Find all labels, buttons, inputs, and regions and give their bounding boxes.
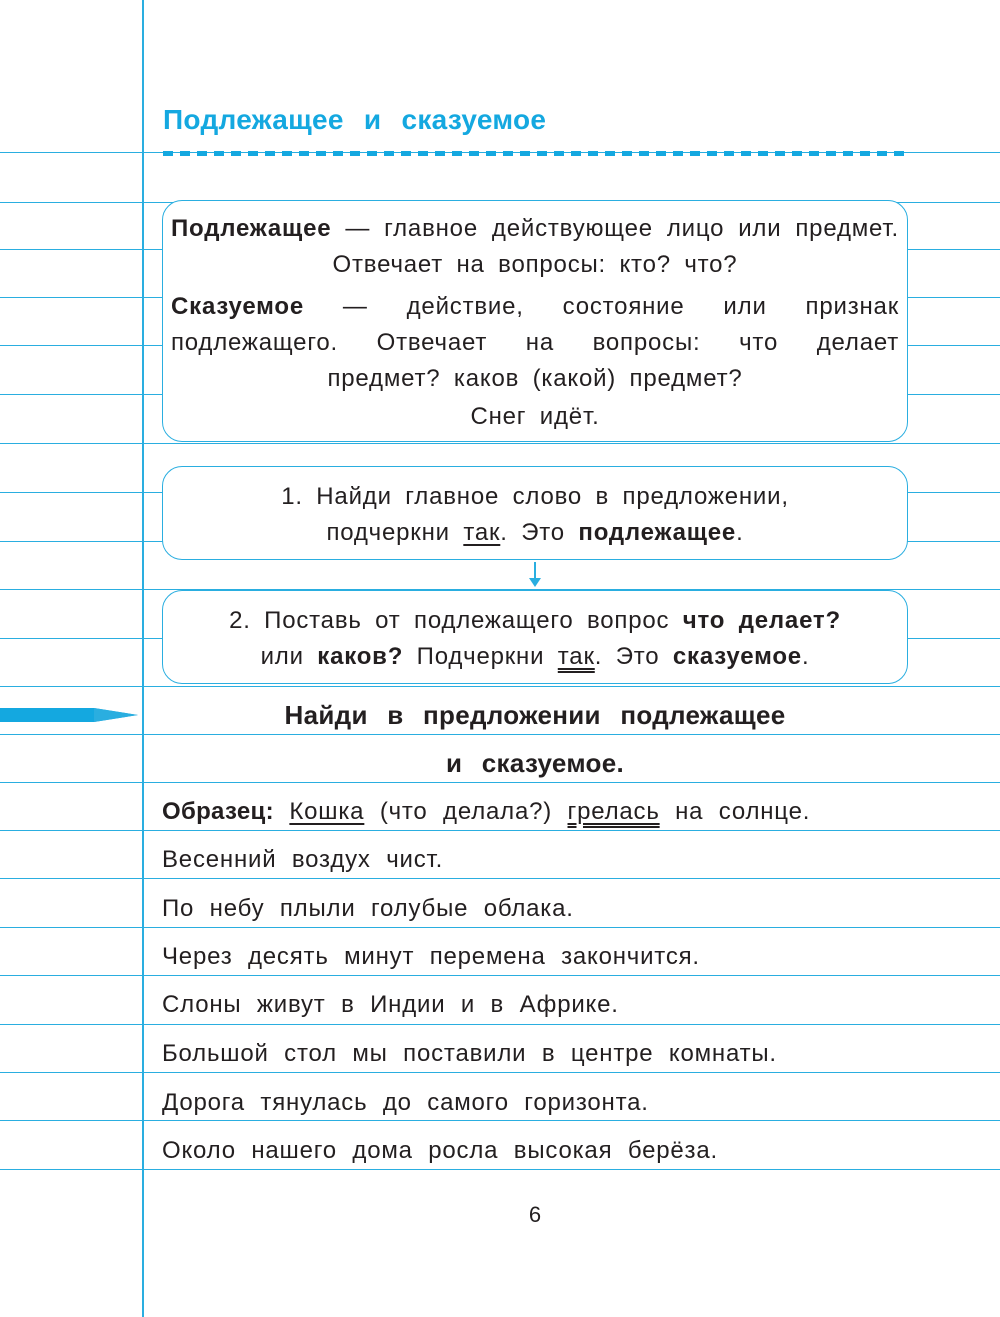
predicate-definition (171, 289, 899, 397)
exercise-sentence-1: Весенний воздух чист. (162, 846, 444, 873)
question-which: каков? (317, 643, 404, 670)
task-instruction-line-1: Найди в предложении подлежащее (284, 700, 786, 730)
step-1-line-1: 1. Найди главное слово в предложении, (281, 483, 789, 510)
ruled-line (0, 1169, 1000, 1170)
ruled-line (0, 686, 1000, 687)
exercise-sentence-2: По небу плыли голубые облака. (162, 895, 574, 922)
ruled-line (0, 927, 1000, 928)
sample-sentence (162, 798, 908, 826)
sample-question: (что делала?) (379, 798, 553, 825)
sample-rest: на солнце. (675, 798, 811, 825)
ruled-line (0, 1024, 1000, 1025)
ruled-line (0, 878, 1000, 879)
task-instruction-line-2: и сказуемое. (445, 748, 625, 778)
title-dashed-underline (163, 151, 911, 156)
page-number: 6 (528, 1202, 542, 1227)
pencil-icon (0, 705, 140, 725)
step-1-box (162, 466, 908, 560)
rule-box (162, 200, 908, 442)
single-underline-sample: так (463, 519, 501, 546)
predicate-definition-text: — действие, состояние или признак подлежащего. Отвечает на вопросы: что делает предмет? каков (какой) предмет? (171, 293, 899, 392)
exercise-sentence-3: Через десять минут перемена закончится. (162, 943, 700, 970)
exercise-sentence-6: Дорога тянулась до самого горизонта. (162, 1089, 649, 1116)
subject-definition (171, 211, 899, 283)
step-1-line-2: подчеркни так. Это подлежащее. (326, 519, 744, 546)
step-2-line-2: или каков? Подчеркни так. Это сказуемое. (260, 643, 810, 670)
margin-line (142, 0, 144, 1317)
exercise-sentence-4: Слоны живут в Индии и в Африке. (162, 991, 619, 1018)
subject-word: подлежащее (578, 519, 737, 546)
arrow-down-icon (529, 578, 541, 587)
ruled-line (0, 975, 1000, 976)
sample-subject: Кошка (289, 798, 365, 825)
sample-predicate: грелась (567, 798, 660, 825)
rule-example: Снег идёт. (470, 403, 600, 430)
ruled-line (0, 830, 1000, 831)
exercise-sentence-5: Большой стол мы поставили в центре комнаты. (162, 1040, 777, 1067)
sample-label: Образец: (162, 798, 274, 825)
step-2-box (162, 590, 908, 684)
double-underline-sample: так (557, 643, 595, 670)
step-2-line-1: 2. Поставь от подлежащего вопрос что делает? (229, 607, 841, 634)
page-title: Подлежащее и сказуемое (163, 104, 547, 135)
ruled-line (0, 443, 1000, 444)
predicate-term: Сказуемое (171, 293, 305, 320)
question-what-does: что делает? (682, 607, 841, 634)
exercise-sentence-7: Около нашего дома росла высокая берёза. (162, 1137, 718, 1164)
subject-definition-text: — главное действующее лицо или предмет. Отвечает на вопросы: кто? что? (331, 215, 899, 278)
ruled-line (0, 1072, 1000, 1073)
subject-term: Подлежащее (171, 215, 332, 242)
ruled-line (0, 782, 1000, 783)
predicate-word: сказуемое (672, 643, 802, 670)
ruled-line (0, 1120, 1000, 1121)
ruled-line (0, 734, 1000, 735)
